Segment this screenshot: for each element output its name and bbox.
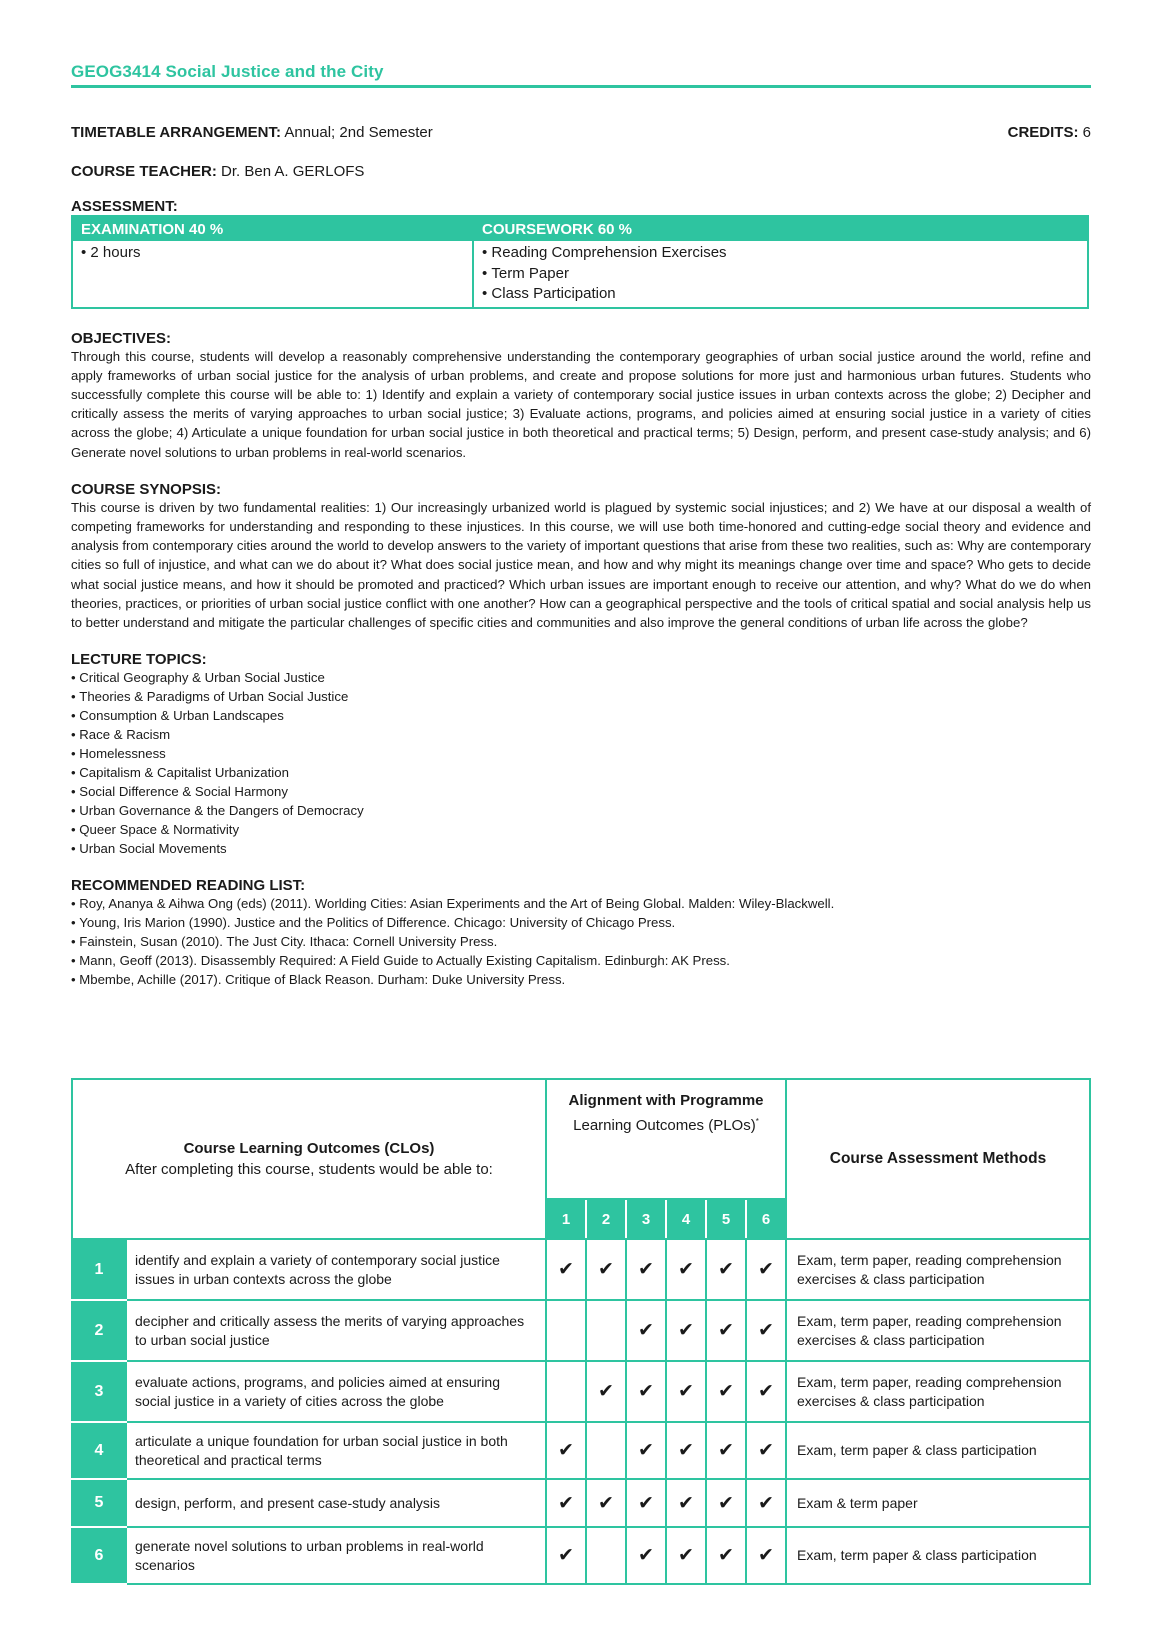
check-icon: ✔ bbox=[598, 1492, 614, 1514]
table-row bbox=[72, 1239, 1090, 1300]
synopsis-heading: COURSE SYNOPSIS: bbox=[71, 480, 222, 498]
check-icon: ✔ bbox=[678, 1440, 694, 1461]
check-icon: ✔ bbox=[758, 1259, 774, 1280]
plo-check-cell bbox=[546, 1527, 586, 1584]
list-item: • Consumption & Urban Landscapes bbox=[71, 706, 1091, 725]
list-item: • Theories & Paradigms of Urban Social Justice bbox=[71, 687, 1091, 706]
plo-check-cell bbox=[666, 1239, 706, 1300]
timetable-row bbox=[71, 124, 1091, 141]
check-icon: ✔ bbox=[638, 1440, 654, 1461]
clo-number: 2 bbox=[72, 1300, 126, 1361]
check-icon: ✔ bbox=[558, 1492, 574, 1514]
assessment-method: Exam & term paper bbox=[786, 1479, 1090, 1527]
plo-check-cell bbox=[586, 1479, 626, 1527]
plo-check-cell bbox=[626, 1361, 666, 1422]
plo-check-cell bbox=[626, 1300, 666, 1361]
plo-header-mark: * bbox=[755, 1117, 759, 1126]
credits-info bbox=[1008, 124, 1091, 141]
plo-check-cell bbox=[706, 1300, 746, 1361]
check-icon: ✔ bbox=[598, 1259, 614, 1280]
check-icon: ✔ bbox=[558, 1545, 574, 1566]
list-item: • Young, Iris Marion (1990). Justice and the Politics of Difference. Chicago: University of Chicago Press. bbox=[71, 913, 1091, 932]
clo-description: generate novel solutions to urban problems in real-world scenarios bbox=[126, 1527, 546, 1584]
assessment-method: Exam, term paper, reading comprehension exercises & class participation bbox=[786, 1361, 1090, 1422]
plo-alignment-header bbox=[546, 1079, 786, 1199]
clo-header bbox=[72, 1079, 546, 1239]
table-row bbox=[72, 1422, 1090, 1479]
plo-header-bold: Alignment with Programme bbox=[568, 1092, 764, 1109]
list-item: • Class Participation bbox=[482, 284, 1079, 305]
check-icon: ✔ bbox=[718, 1545, 734, 1566]
plo-check-cell bbox=[586, 1239, 626, 1300]
table-row bbox=[72, 1527, 1090, 1584]
plo-check-cell bbox=[546, 1300, 586, 1361]
plo-check-cell bbox=[666, 1361, 706, 1422]
clo-number: 1 bbox=[72, 1239, 126, 1300]
plo-number: 2 bbox=[586, 1199, 626, 1239]
plo-number: 5 bbox=[706, 1199, 746, 1239]
plo-check-cell bbox=[746, 1361, 786, 1422]
check-icon: ✔ bbox=[638, 1381, 654, 1402]
list-item: • Term Paper bbox=[482, 264, 1079, 285]
plo-check-cell bbox=[746, 1527, 786, 1584]
list-item: • 2 hours bbox=[81, 243, 464, 264]
list-item: • Homelessness bbox=[71, 744, 1091, 763]
plo-check-cell bbox=[626, 1239, 666, 1300]
plo-number: 4 bbox=[666, 1199, 706, 1239]
list-item: • Race & Racism bbox=[71, 725, 1091, 744]
check-icon: ✔ bbox=[678, 1320, 694, 1341]
plo-check-cell bbox=[746, 1239, 786, 1300]
lecture-topics-list bbox=[71, 668, 1091, 858]
table-row bbox=[72, 1361, 1090, 1422]
timetable-value: Annual; 2nd Semester bbox=[281, 124, 433, 141]
exam-cell bbox=[72, 241, 473, 308]
plo-check-cell bbox=[706, 1527, 746, 1584]
check-icon: ✔ bbox=[758, 1492, 774, 1514]
check-icon: ✔ bbox=[678, 1545, 694, 1566]
table-row bbox=[72, 1479, 1090, 1527]
clo-number: 4 bbox=[72, 1422, 126, 1479]
check-icon: ✔ bbox=[758, 1440, 774, 1461]
check-icon: ✔ bbox=[758, 1320, 774, 1341]
clo-table-body bbox=[72, 1239, 1090, 1584]
timetable-label: TIMETABLE ARRANGEMENT: bbox=[71, 124, 281, 141]
plo-check-cell bbox=[666, 1422, 706, 1479]
clo-number: 3 bbox=[72, 1361, 126, 1422]
timetable-info bbox=[71, 124, 433, 141]
objectives-text: Through this course, students will develop a reasonably comprehensive understanding the contemporary geographies of urban social justice around the world, refine and apply frameworks of urban social justice for the analysis of urban problems, and create and propose solutions for more just and harmonious urban futures. Students who successfully complete this course will be able to: 1) Identify and explain a variety of contemporary social justice issues in urban contexts across the globe; 2) Decipher and critically assess the merits of varying approaches to urban social justice; 3) Evaluate actions, programs, and policies aimed at ensuring social justice in a variety of cities across the globe; 4) Articulate a unique foundation for urban social justice in both theoretical and practical terms; 5) Design, perform, and present case-study analysis; and 6) Generate novel solutions to urban problems in real-world scenarios. bbox=[71, 348, 1091, 460]
plo-check-cell bbox=[626, 1527, 666, 1584]
reading-list bbox=[71, 894, 1091, 989]
lecture-topics-heading: LECTURE TOPICS: bbox=[71, 651, 207, 669]
check-icon: ✔ bbox=[718, 1492, 734, 1514]
plo-check-cell bbox=[746, 1300, 786, 1361]
check-icon: ✔ bbox=[678, 1259, 694, 1280]
reading-list-heading: RECOMMENDED READING LIST: bbox=[71, 877, 306, 895]
list-item: • Fainstein, Susan (2010). The Just City. Ithaca: Cornell University Press. bbox=[71, 932, 1091, 951]
table-row bbox=[72, 1300, 1090, 1361]
check-icon: ✔ bbox=[678, 1492, 694, 1514]
plo-number: 3 bbox=[626, 1199, 666, 1239]
clo-description: design, perform, and present case-study analysis bbox=[126, 1479, 546, 1527]
plo-check-cell bbox=[586, 1527, 626, 1584]
plo-check-cell bbox=[666, 1527, 706, 1584]
check-icon: ✔ bbox=[718, 1320, 734, 1341]
list-item: • Urban Governance & the Dangers of Democracy bbox=[71, 801, 1091, 820]
plo-check-cell bbox=[546, 1361, 586, 1422]
plo-check-cell bbox=[586, 1422, 626, 1479]
list-item: • Mbembe, Achille (2017). Critique of Black Reason. Durham: Duke University Press. bbox=[71, 970, 1091, 989]
list-item: • Roy, Ananya & Aihwa Ong (eds) (2011). Worlding Cities: Asian Experiments and the Art of Being Global. Malden: Wiley-Blackwell. bbox=[71, 894, 1091, 913]
check-icon: ✔ bbox=[718, 1440, 734, 1461]
check-icon: ✔ bbox=[718, 1259, 734, 1280]
clo-number: 6 bbox=[72, 1527, 126, 1584]
coursework-header: COURSEWORK 60 % bbox=[473, 216, 1088, 241]
plo-check-cell bbox=[546, 1422, 586, 1479]
plo-number: 6 bbox=[746, 1199, 786, 1239]
clo-table bbox=[71, 1078, 1091, 1585]
plo-number: 1 bbox=[546, 1199, 586, 1239]
teacher-row bbox=[71, 163, 1091, 180]
list-item: • Social Difference & Social Harmony bbox=[71, 782, 1091, 801]
check-icon: ✔ bbox=[678, 1381, 694, 1402]
plo-check-cell bbox=[626, 1422, 666, 1479]
list-item: • Critical Geography & Urban Social Justice bbox=[71, 668, 1091, 687]
exam-header: EXAMINATION 40 % bbox=[72, 216, 473, 241]
exam-items bbox=[81, 243, 464, 264]
course-title: GEOG3414 Social Justice and the City bbox=[71, 62, 1091, 88]
clo-number: 5 bbox=[72, 1479, 126, 1527]
plo-check-cell bbox=[546, 1479, 586, 1527]
teacher-label: COURSE TEACHER: bbox=[71, 163, 217, 180]
method-header: Course Assessment Methods bbox=[786, 1079, 1090, 1239]
check-icon: ✔ bbox=[598, 1381, 614, 1402]
plo-check-cell bbox=[666, 1479, 706, 1527]
check-icon: ✔ bbox=[638, 1545, 654, 1566]
credits-value: 6 bbox=[1078, 124, 1091, 141]
clo-description: evaluate actions, programs, and policies aimed at ensuring social justice in a variety of cities across the globe bbox=[126, 1361, 546, 1422]
plo-header-normal: Learning Outcomes (PLOs) bbox=[573, 1117, 756, 1134]
plo-check-cell bbox=[706, 1479, 746, 1527]
assessment-method: Exam, term paper & class participation bbox=[786, 1422, 1090, 1479]
coursework-cell bbox=[473, 241, 1088, 308]
assessment-method: Exam, term paper, reading comprehension exercises & class participation bbox=[786, 1239, 1090, 1300]
clo-header-title: Course Learning Outcomes (CLOs) bbox=[183, 1140, 435, 1157]
objectives-heading: OBJECTIVES: bbox=[71, 329, 172, 347]
clo-description: decipher and critically assess the merits of varying approaches to urban social justice bbox=[126, 1300, 546, 1361]
assessment-method: Exam, term paper, reading comprehension exercises & class participation bbox=[786, 1300, 1090, 1361]
assessment-heading: ASSESSMENT: bbox=[71, 198, 178, 215]
check-icon: ✔ bbox=[758, 1545, 774, 1566]
list-item: • Urban Social Movements bbox=[71, 839, 1091, 858]
check-icon: ✔ bbox=[638, 1320, 654, 1341]
list-item: • Queer Space & Normativity bbox=[71, 820, 1091, 839]
list-item: • Mann, Geoff (2013). Disassembly Required: A Field Guide to Actually Existing Capitalism. Edinburgh: AK Press. bbox=[71, 951, 1091, 970]
plo-check-cell bbox=[586, 1361, 626, 1422]
plo-check-cell bbox=[626, 1479, 666, 1527]
plo-check-cell bbox=[666, 1300, 706, 1361]
clo-header-sub: After completing this course, students would be able to: bbox=[125, 1161, 493, 1178]
teacher-info bbox=[71, 163, 364, 180]
check-icon: ✔ bbox=[558, 1259, 574, 1280]
plo-check-cell bbox=[706, 1422, 746, 1479]
plo-check-cell bbox=[586, 1300, 626, 1361]
list-item: • Capitalism & Capitalist Urbanization bbox=[71, 763, 1091, 782]
assessment-table bbox=[71, 215, 1089, 309]
check-icon: ✔ bbox=[638, 1259, 654, 1280]
plo-check-cell bbox=[706, 1361, 746, 1422]
check-icon: ✔ bbox=[638, 1492, 654, 1514]
plo-check-cell bbox=[706, 1239, 746, 1300]
coursework-items bbox=[482, 243, 1079, 305]
credits-label: CREDITS: bbox=[1007, 124, 1079, 141]
document-page bbox=[71, 62, 1091, 989]
teacher-value: Dr. Ben A. GERLOFS bbox=[216, 163, 365, 180]
check-icon: ✔ bbox=[718, 1381, 734, 1402]
list-item: • Reading Comprehension Exercises bbox=[482, 243, 1079, 264]
check-icon: ✔ bbox=[558, 1440, 574, 1461]
synopsis-text: This course is driven by two fundamental realities: 1) Our increasingly urbanized world is plagued by systemic social injustices; and 2) We have at our disposal a wealth of competing frameworks for understanding and responding to these injustices. In this course, we will use both time-honored and cutting-edge social theory and evidence and analysis from contemporary cities around the world to develop answers to the variety of important questions that arise from these two realities, such as: Why are contemporary cities so full of injustice, and what can we do about it? What does social justice mean, and how and why might its meanings change over time and space? Who gets to decide what social justice means, and how it should be promoted and practiced? Which urban issues are important enough to receive our attention, and why? What do we do when theories, practices, or priorities of urban social justice conflict with one another? How can a geographical perspective and the tools of critical spatial and social analysis help us to better understand and mitigate the particular challenges of specific cities and communities and also improve the general conditions of urban life across the globe? bbox=[71, 499, 1091, 630]
clo-description: identify and explain a variety of contemporary social justice issues in urban contexts across the globe bbox=[126, 1239, 546, 1300]
clo-description: articulate a unique foundation for urban social justice in both theoretical and practical terms bbox=[126, 1422, 546, 1479]
assessment-method: Exam, term paper & class participation bbox=[786, 1527, 1090, 1584]
plo-check-cell bbox=[746, 1422, 786, 1479]
plo-check-cell bbox=[746, 1479, 786, 1527]
plo-check-cell bbox=[546, 1239, 586, 1300]
check-icon: ✔ bbox=[758, 1381, 774, 1402]
